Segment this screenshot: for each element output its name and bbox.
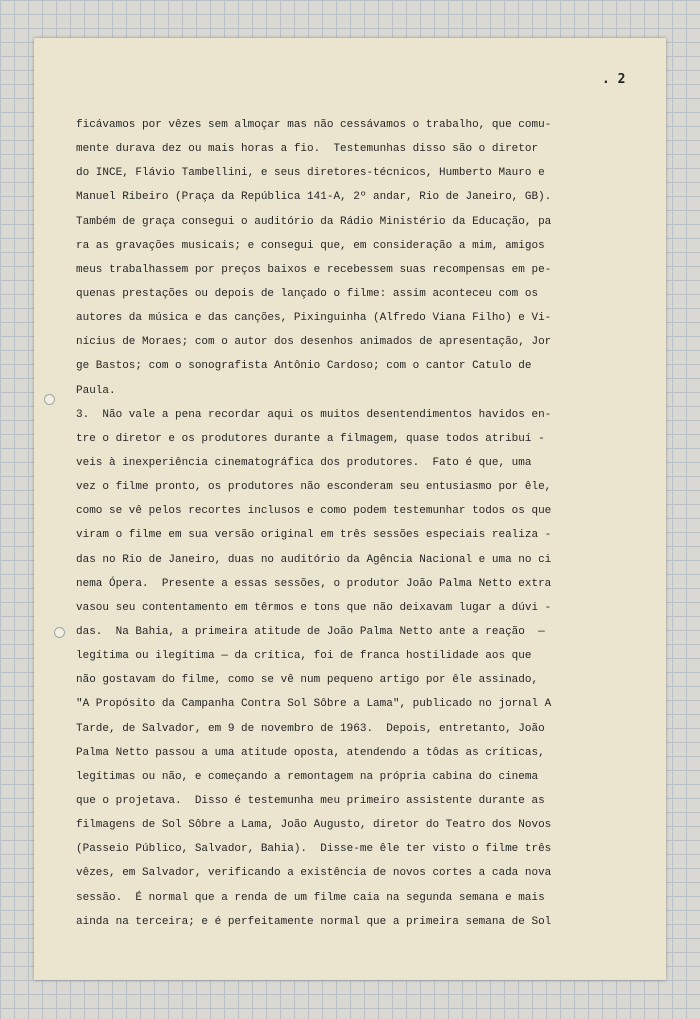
text-line: que o projetava. Disso é testemunha meu primeiro assistente durante as	[76, 794, 545, 807]
body-text	[76, 113, 632, 934]
text-line: não gostavam do filme, como se vê num pequeno artigo por êle assinado,	[76, 674, 539, 687]
text-line: Paula.	[76, 384, 116, 397]
text-line: filmagens de Sol Sôbre a Lama, João Augusto, diretor do Teatro dos Novos	[76, 819, 552, 832]
text-line: sessão. É normal que a renda de um filme caia na segunda semana e mais	[76, 891, 545, 904]
text-line: nema Ópera. Presente a essas sessões, o produtor João Palma Netto extra	[76, 577, 552, 590]
text-line: meus trabalhassem por preços baixos e recebessem suas recompensas em pe-	[76, 263, 552, 276]
typewritten-page	[34, 38, 666, 980]
punch-hole	[44, 394, 55, 405]
text-line: veis à inexperiência cinematográfica dos produtores. Fato é que, uma	[76, 456, 532, 469]
text-line: 3. Não vale a pena recordar aqui os muitos desentendimentos havidos en-	[76, 408, 552, 421]
text-line: ficávamos por vêzes sem almoçar mas não cessávamos o trabalho, que comu-	[76, 119, 552, 131]
text-line: vez o filme pronto, os produtores não esconderam seu entusiasmo por êle,	[76, 481, 552, 494]
text-line: tre o diretor e os produtores durante a filmagem, quase todos atribuí -	[76, 432, 545, 445]
text-line: do INCE, Flávio Tambellini, e seus diretores-técnicos, Humberto Mauro e	[76, 167, 545, 180]
text-line: "A Propósito da Campanha Contra Sol Sôbre a Lama", publicado no jornal A	[76, 698, 552, 711]
punch-hole	[54, 627, 65, 638]
text-line: Também de graça consegui o auditório da Rádio Ministério da Educação, pa	[76, 215, 552, 228]
text-line: mente durava dez ou mais horas a fio. Testemunhas disso são o diretor	[76, 143, 539, 156]
text-line: nícius de Moraes; com o autor dos desenhos animados de apresentação, Jor	[76, 336, 552, 349]
text-line: vêzes, em Salvador, verificando a existência de novos cortes a cada nova	[76, 867, 552, 880]
text-line: das no Rio de Janeiro, duas no auditório da Agência Nacional e uma no ci	[76, 553, 552, 566]
text-line: (Passeio Público, Salvador, Bahia). Disse-me êle ter visto o filme três	[76, 843, 552, 856]
text-line: das. Na Bahia, a primeira atitude de João Palma Netto ante a reação —	[76, 625, 545, 638]
text-line: vasou seu contentamento em têrmos e tons que não deixavam lugar a dúvi -	[76, 601, 552, 614]
text-line: Manuel Ribeiro (Praça da República 141-A, 2º andar, Rio de Janeiro, GB).	[76, 191, 552, 204]
text-line: quenas prestações ou depois de lançado o filme: assim aconteceu com os	[76, 287, 539, 300]
text-line: ainda na terceira; e é perfeitamente normal que a primeira semana de Sol	[76, 915, 552, 928]
text-line: legítima ou ilegítima — da crítica, foi de franca hostilidade aos que	[76, 650, 532, 663]
text-line: ge Bastos; com o sonografista Antônio Cardoso; com o cantor Catulo de	[76, 360, 532, 373]
text-line: como se vê pelos recortes inclusos e como podem testemunhar todos os que	[76, 505, 552, 518]
text-line: Tarde, de Salvador, em 9 de novembro de 1963. Depois, entretanto, João	[76, 722, 545, 735]
text-line: autores da música e das canções, Pixinguinha (Alfredo Viana Filho) e Vi-	[76, 312, 552, 325]
text-line: Palma Netto passou a uma atitude oposta, atendendo a tôdas as críticas,	[76, 746, 545, 759]
text-line: viram o filme em sua versão original em três sessões especiais realiza -	[76, 529, 552, 542]
text-line: ra as gravações musicais; e consegui que, em consideração a mim, amigos	[76, 239, 545, 252]
page-number: . 2	[602, 72, 626, 87]
text-line: legítimas ou não, e começando a remontagem na própria cabina do cinema	[76, 770, 539, 783]
